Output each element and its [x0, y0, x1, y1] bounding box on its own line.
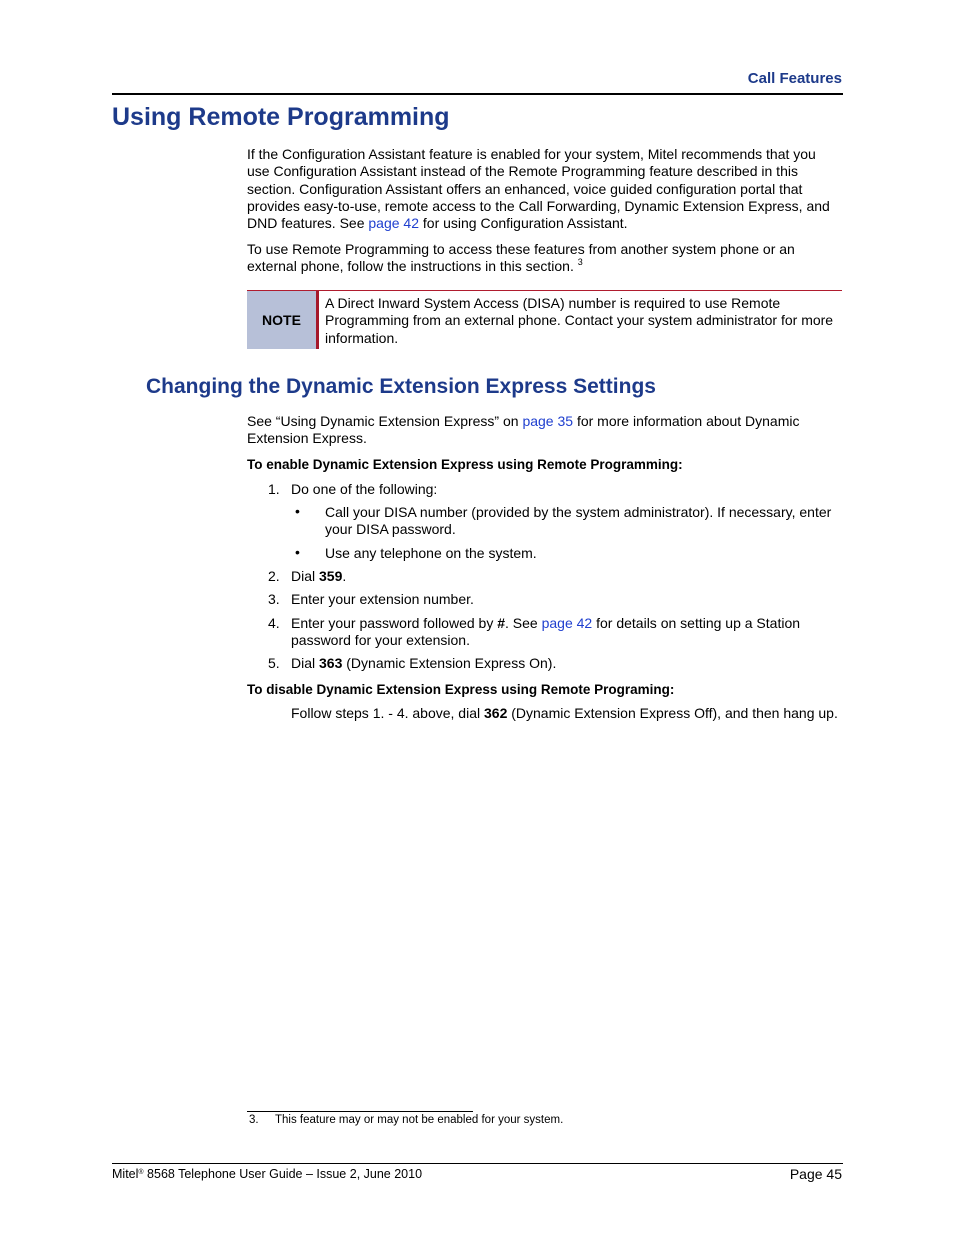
footnote-ref[interactable]: 3	[577, 257, 583, 268]
note-label: NOTE	[247, 291, 319, 349]
bullet-icon: •	[295, 544, 300, 560]
step-number: 3.	[268, 591, 280, 607]
note-text: A Direct Inward System Access (DISA) number is required to use Remote Programming from an external phone. Contact your system administrator for more information.	[325, 295, 834, 346]
footnote-number: 3.	[249, 1114, 259, 1126]
footer-rule	[112, 1163, 843, 1164]
page-number: Page 45	[789, 1166, 842, 1182]
step-text: Dial 363 (Dynamic Extension Express On).	[291, 655, 557, 671]
intro-paragraph-1: If the Configuration Assistant feature is enabled for your system, Mitel recommends that you use Configuration Assistant instead of the Remote Programming feature described in this section. Configuration Assistant offers an enhanced, voice guided configuration portal that provides easy-to-use, remote access to the Call Forwarding, Dynamic Extension Express, and DND features. See page 42 for using Configuration Assistant.	[247, 146, 830, 232]
step-number: 4.	[268, 615, 280, 631]
page-42-link[interactable]: page 42	[368, 215, 419, 232]
header-rule	[112, 93, 843, 95]
footnote-rule	[247, 1111, 473, 1112]
step-text: Do one of the following:	[291, 481, 438, 497]
page-42-link[interactable]: page 42	[541, 615, 593, 631]
step-text: Dial 359.	[291, 568, 347, 584]
bullet-text: Call your DISA number (provided by the system administrator). If necessary, enter your DISA password.	[325, 504, 832, 538]
footer-doc-title: Mitel® 8568 Telephone User Guide – Issue 2, June 2010	[112, 1167, 423, 1181]
step-number: 2.	[268, 568, 280, 584]
page-title: Using Remote Programming	[112, 103, 450, 131]
bullet-icon: •	[295, 503, 300, 519]
step-text: Enter your extension number.	[291, 591, 474, 607]
step-number: 5.	[268, 655, 280, 671]
disable-instructions: Follow steps 1. - 4. above, dial 362 (Dynamic Extension Express Off), and then hang up.	[291, 705, 838, 721]
step-text: Enter your password followed by #. See page 42 for details on setting up a Station password for your extension.	[291, 615, 801, 649]
step-number: 1.	[268, 481, 280, 497]
note-box	[247, 290, 842, 350]
footnote-text: This feature may or may not be enabled for your system.	[275, 1114, 564, 1126]
subsection-paragraph: See “Using Dynamic Extension Express” on page 35 for more information about Dynamic Extension Express.	[247, 413, 800, 447]
disable-heading: To disable Dynamic Extension Express using Remote Programing:	[247, 682, 675, 697]
bullet-text: Use any telephone on the system.	[325, 545, 537, 561]
page-35-link[interactable]: page 35	[522, 413, 574, 429]
intro-paragraph-2: To use Remote Programming to access these features from another system phone or an external phone, follow the instructions in this section. $^3$	[247, 241, 795, 275]
section-subtitle: Changing the Dynamic Extension Express Settings	[146, 375, 656, 398]
enable-heading: To enable Dynamic Extension Express using Remote Programming:	[247, 457, 683, 472]
header-section-title: Call Features	[747, 70, 842, 87]
